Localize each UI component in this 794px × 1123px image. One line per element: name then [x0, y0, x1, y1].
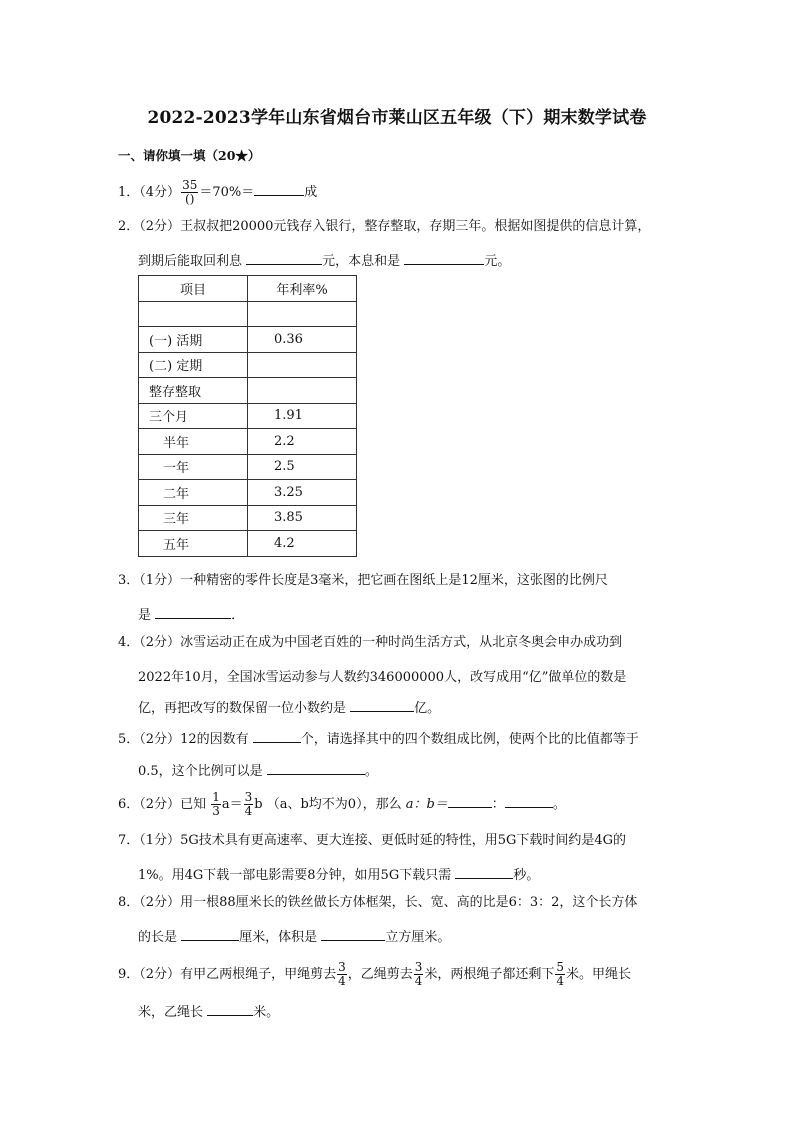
fraction — [337, 961, 347, 988]
answer-blank[interactable] — [321, 927, 385, 941]
question-text: 秒。 — [513, 868, 540, 883]
answer-blank[interactable] — [448, 794, 492, 808]
question-3-line-2 — [138, 604, 244, 623]
question-text: 是 — [138, 608, 152, 623]
table-cell: 4.2 — [248, 531, 357, 557]
fraction-denominator: 4 — [244, 804, 253, 818]
question-score: （1分） — [139, 573, 181, 588]
fraction-denominator: 4 — [556, 974, 565, 988]
table-row — [139, 352, 357, 378]
question-score: （2分） — [139, 895, 181, 910]
table-row — [139, 531, 357, 557]
question-text: 成 — [304, 185, 318, 200]
fraction-numerator: 1 — [212, 790, 220, 804]
fraction — [211, 791, 221, 818]
table-cell: 三年 — [139, 505, 248, 531]
answer-blank[interactable] — [455, 865, 513, 879]
fraction-numerator: 5 — [556, 960, 565, 974]
question-number: 6． — [118, 797, 140, 812]
table-cell: (一) 活期 — [139, 327, 248, 353]
table-row — [139, 505, 357, 531]
answer-blank[interactable] — [404, 251, 484, 265]
question-text: 一种精密的零件长度是3毫米，把它画在图纸上是12厘米，这张图的比例尺 — [180, 573, 608, 588]
question-text: 元，本息和是 — [322, 254, 401, 269]
question-number: 7． — [118, 833, 140, 848]
question-number: 9． — [118, 967, 140, 982]
question-number: 2． — [118, 219, 140, 234]
answer-blank[interactable] — [267, 761, 365, 775]
question-4-line-3 — [138, 697, 440, 716]
table-header-cell: 年利率% — [248, 276, 357, 302]
table-cell: 3.85 — [248, 505, 357, 531]
table-row — [139, 454, 357, 480]
question-number: 5． — [118, 732, 140, 747]
fraction — [244, 791, 254, 818]
question-text: 个，请选择其中的四个数组成比例，使两个比的比值都等于 — [300, 732, 639, 747]
question-5 — [118, 729, 678, 748]
question-text: 王叔叔把20000元钱存入银行，整存整取，存期三年。根据如图提供的信息计算， — [180, 219, 651, 234]
question-text: 米。甲绳长 — [566, 967, 632, 982]
answer-blank[interactable] — [253, 729, 301, 743]
table-cell — [248, 352, 357, 378]
question-number: 8． — [118, 895, 140, 910]
question-number: 1． — [118, 185, 140, 200]
question-score: （2分） — [139, 732, 181, 747]
table-cell: 半年 — [139, 429, 248, 455]
question-text: （a、b均不为0），那么 — [266, 797, 402, 812]
fraction-denominator: () — [185, 192, 195, 206]
question-text: 已知 — [180, 797, 207, 812]
question-text: 元。 — [484, 254, 511, 269]
table-cell: 二年 — [139, 480, 248, 506]
table-cell — [248, 378, 357, 404]
question-text: 米，乙绳长 — [138, 1005, 204, 1020]
question-3 — [118, 573, 678, 589]
question-9-line-2 — [138, 1001, 279, 1020]
fraction-denominator: 4 — [414, 974, 423, 988]
question-4-line-2: 2022年10月，全国冰雪运动参与人数约346000000人，改写成用“亿”做单位的数是 — [138, 670, 627, 685]
question-score: （2分） — [139, 797, 181, 812]
question-text: 有甲乙两根绳子，甲绳剪去 — [180, 967, 337, 982]
table-cell: 2.2 — [248, 429, 357, 455]
question-text: ＝70%＝ — [199, 185, 255, 200]
answer-blank[interactable] — [181, 927, 239, 941]
question-text: 亿，再把改写的数保留一位小数约是 — [138, 701, 347, 716]
question-text: a：b＝ — [405, 797, 448, 812]
table-cell: 三个月 — [139, 403, 248, 429]
question-text: 到期后能取回利息 — [138, 254, 243, 269]
table-header-cell: 项目 — [139, 276, 248, 302]
question-text: b — [254, 797, 263, 812]
fraction — [414, 961, 424, 988]
interest-rate-table — [138, 275, 357, 557]
question-2-line-2 — [138, 250, 510, 269]
question-score: （2分） — [139, 219, 181, 234]
question-text: 立方厘米。 — [385, 930, 451, 945]
question-9 — [118, 961, 678, 988]
question-score: （2分） — [139, 635, 181, 650]
question-1 — [118, 179, 678, 206]
table-cell — [248, 301, 357, 327]
question-score: （2分） — [139, 967, 181, 982]
table-cell: 3.25 — [248, 480, 357, 506]
answer-blank[interactable] — [246, 251, 322, 265]
question-8 — [118, 895, 678, 911]
question-text: ，乙绳剪去 — [347, 967, 413, 982]
fraction-denominator: 3 — [212, 804, 220, 818]
page-title: 2022-2023学年山东省烟台市莱山区五年级（下）期末数学试卷 — [147, 108, 647, 128]
question-number: 3． — [118, 573, 140, 588]
question-7 — [118, 833, 678, 849]
question-text: 亿。 — [414, 701, 441, 716]
question-text: 12的因数有 — [180, 732, 249, 747]
table-cell: 2.5 — [248, 454, 357, 480]
table-cell: 1.91 — [248, 403, 357, 429]
question-text: 。 — [552, 797, 566, 812]
question-4 — [118, 635, 678, 651]
answer-blank[interactable] — [505, 794, 553, 808]
fraction-numerator: 3 — [414, 960, 423, 974]
table-row — [139, 378, 357, 404]
question-number: 4． — [118, 635, 140, 650]
question-text: 。 — [364, 764, 378, 779]
table-cell: 整存整取 — [139, 378, 248, 404]
table-cell — [139, 301, 248, 327]
question-5-line-2 — [138, 760, 378, 779]
table-header-row — [139, 276, 357, 302]
fraction-denominator: 4 — [338, 974, 346, 988]
question-text: ： — [491, 797, 505, 812]
question-score: （1分） — [139, 833, 181, 848]
question-text: 1%。用4G下载一部电影需要8分钟，如用5G下载只需 — [138, 868, 452, 883]
answer-blank[interactable] — [155, 605, 231, 619]
fraction-numerator: 35 — [182, 178, 198, 192]
question-7-line-2 — [138, 864, 539, 883]
question-score: （4分） — [139, 185, 181, 200]
table-row — [139, 327, 357, 353]
question-text: 米。 — [253, 1005, 280, 1020]
answer-blank[interactable] — [254, 182, 304, 196]
answer-blank[interactable] — [350, 698, 414, 712]
question-text: 厘米，体积是 — [239, 930, 318, 945]
table-row — [139, 429, 357, 455]
table-cell: 一年 — [139, 454, 248, 480]
question-text: 米，两根绳子都还剩下 — [424, 967, 555, 982]
question-text: a＝ — [221, 797, 243, 812]
table-row — [139, 403, 357, 429]
question-2 — [118, 219, 678, 235]
question-text: 用一根88厘米长的铁丝做长方体框架，长、宽、高的比是6：3：2，这个长方体 — [180, 895, 638, 910]
question-text: 的长是 — [138, 930, 178, 945]
question-text: 冰雪运动正在成为中国老百姓的一种时尚生活方式，从北京冬奥会申办成功到 — [180, 635, 623, 650]
fraction-numerator: 3 — [244, 790, 253, 804]
question-8-line-2 — [138, 926, 450, 945]
fraction — [181, 179, 198, 206]
table-cell: (二) 定期 — [139, 352, 248, 378]
question-text: 5G技术具有更高速率、更大连接、更低时延的特性，用5G下载时间约是4G的 — [180, 833, 627, 848]
table-row — [139, 301, 357, 327]
fraction-numerator: 3 — [338, 960, 346, 974]
section-heading: 一、请你填一填（20★） — [118, 148, 261, 163]
table-cell: 0.36 — [248, 327, 357, 353]
table-cell: 五年 — [139, 531, 248, 557]
table-row — [139, 480, 357, 506]
question-text: ． — [231, 608, 245, 623]
answer-blank[interactable] — [207, 1002, 253, 1016]
question-text: 0.5，这个比例可以是 — [138, 764, 263, 779]
question-6 — [118, 791, 678, 818]
fraction — [555, 961, 565, 988]
